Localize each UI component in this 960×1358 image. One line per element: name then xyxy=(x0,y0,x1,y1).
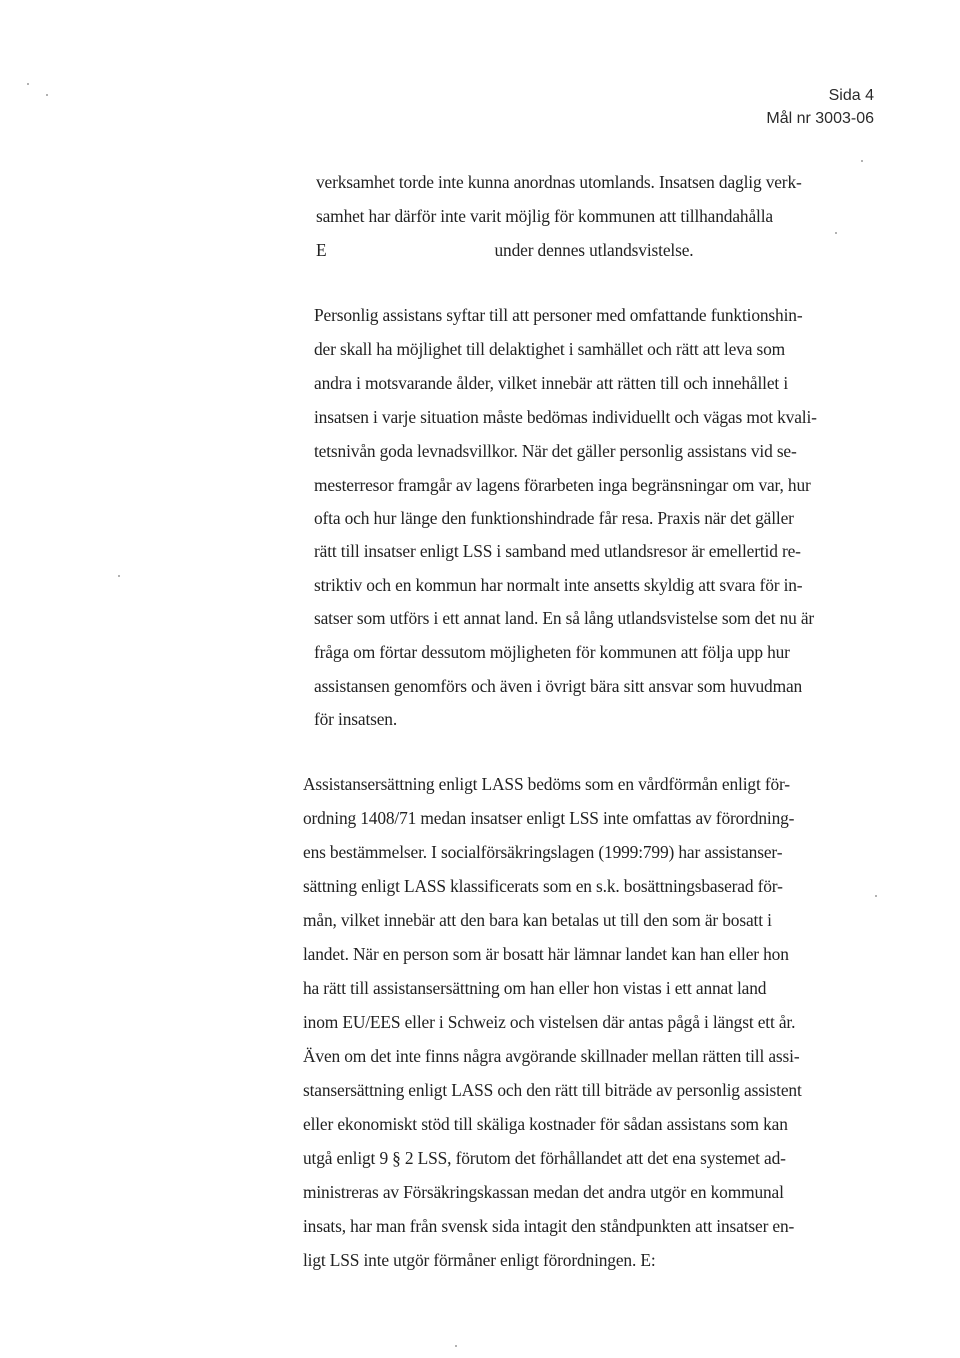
text-line: insatsen i varje situation måste bedömas individuellt och vägas mot kvali- xyxy=(314,407,817,427)
scan-speck xyxy=(861,160,863,162)
text-line: andra i motsvarande ålder, vilket innebär att rätten till och innehållet i xyxy=(314,373,788,393)
redacted-name-initial: E xyxy=(316,240,327,260)
case-number: Mål nr 3003-06 xyxy=(766,110,874,127)
text-line: fråga om förtar dessutom möjligheten för kommunen att följa upp hur xyxy=(314,642,790,662)
scan-speck xyxy=(835,232,837,234)
text-line: ofta och hur länge den funktionshindrade får resa. Praxis när det gäller xyxy=(314,508,794,528)
page-header xyxy=(766,84,874,130)
text-line xyxy=(316,240,693,261)
text-line: stansersättning enligt LASS och den rätt till biträde av personlig assistent xyxy=(303,1080,802,1100)
text-line: ordning 1408/71 medan insatser enligt LSS inte omfattas av förordning- xyxy=(303,808,795,828)
text-line: landet. När en person som är bosatt här lämnar landet kan han eller hon xyxy=(303,944,789,964)
text-line: eller ekonomiskt stöd till skäliga kostnader för sådan assistans som kan xyxy=(303,1114,788,1134)
text-line: ens bestämmelser. I socialförsäkringslagen (1999:799) har assistanser- xyxy=(303,842,783,862)
text-line: utgå enligt 9 § 2 LSS, förutom det förhållandet att det ena systemet ad- xyxy=(303,1148,786,1168)
text-line: satser som utförs i ett annat land. En så lång utlandsvistelse som det nu är xyxy=(314,608,815,628)
text-line: Personlig assistans syftar till att personer med omfattande funktionshin- xyxy=(314,305,803,325)
scan-speck xyxy=(875,895,877,897)
scan-speck xyxy=(455,1345,457,1347)
text-line: insats, har man från svensk sida intagit den ståndpunkten att insatser en- xyxy=(303,1216,795,1236)
scan-speck xyxy=(118,575,120,577)
text-line: sättning enligt LASS klassificerats som en s.k. bosättningsbaserad för- xyxy=(303,876,783,896)
text-line: mån, vilket innebär att den bara kan betalas ut till den som är bosatt i xyxy=(303,910,772,930)
text-line: Även om det inte finns några avgörande skillnader mellan rätten till assi- xyxy=(303,1046,800,1066)
text-line: der skall ha möjlighet till delaktighet i samhället och rätt att leva som xyxy=(314,339,786,359)
text-line: tetsnivån goda levnadsvillkor. När det gäller personlig assistans vid se- xyxy=(314,441,797,461)
text-line: ligt LSS inte utgör förmåner enligt förordningen. E: xyxy=(303,1250,656,1270)
text-line: samhet har därför inte varit möjlig för kommunen att tillhandahålla xyxy=(316,206,773,226)
text-line: inom EU/EES eller i Schweiz och vistelsen där antas pågå i längst ett år. xyxy=(303,1012,796,1032)
text-line: rätt till insatser enligt LSS i samband med utlandsresor är emellertid re- xyxy=(314,541,801,561)
text-line: assistansen genomförs och även i övrigt bära sitt ansvar som huvudman xyxy=(314,676,803,696)
text-line: mesterresor framgår av lagens förarbeten inga begränsningar om var, hur xyxy=(314,475,811,495)
text-line: ha rätt till assistansersättning om han eller hon vistas i ett annat land xyxy=(303,978,767,998)
text-line: verksamhet torde inte kunna anordnas utomlands. Insatsen daglig verk- xyxy=(316,172,802,192)
text-line: Assistansersättning enligt LASS bedöms som en vårdförmån enligt för- xyxy=(303,774,790,794)
scan-speck xyxy=(46,94,48,96)
text-fragment: under dennes utlandsvistelse. xyxy=(494,240,694,260)
text-line: striktiv och en kommun har normalt inte ansetts skyldig att svara för in- xyxy=(314,575,803,595)
page-number: Sida 4 xyxy=(828,87,874,104)
text-line: ministreras av Försäkringskassan medan det andra utgör en kommunal xyxy=(303,1182,784,1202)
scan-speck xyxy=(27,83,29,85)
text-line: för insatsen. xyxy=(314,709,398,729)
